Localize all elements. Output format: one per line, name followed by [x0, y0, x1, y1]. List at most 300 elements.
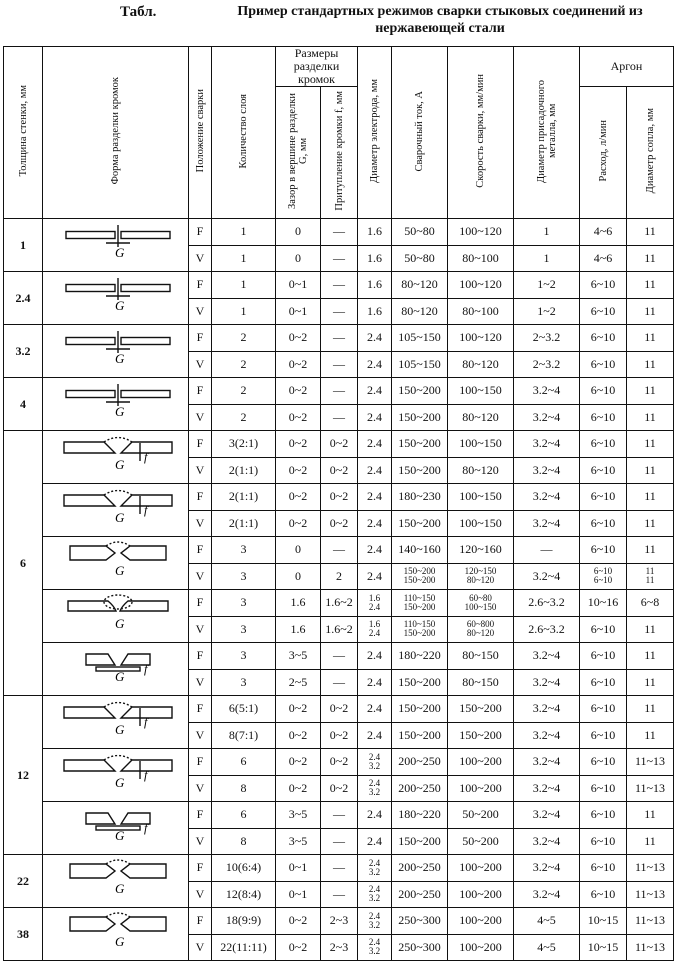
- cell-electrode: 2.4: [358, 696, 392, 723]
- cell-electrode: [358, 749, 392, 776]
- col-argon-group: Аргон: [580, 47, 674, 87]
- cell-current: 150~200: [392, 828, 448, 855]
- cell-position: F: [189, 643, 212, 670]
- cell-blunting: —: [321, 881, 358, 908]
- cell-shape: [43, 908, 189, 961]
- gap-label-G: G: [114, 933, 124, 949]
- cell-layers: 2: [212, 378, 276, 405]
- cell-layers: 8(7:1): [212, 722, 276, 749]
- joint-shape-icon: [46, 804, 186, 853]
- cell-flow: 6~10: [580, 272, 627, 299]
- cur-line: 150~200: [403, 628, 436, 639]
- cell-electrode: [358, 590, 392, 617]
- cell-current: 80~120: [392, 272, 448, 299]
- cell-electrode: [358, 881, 392, 908]
- cell-layers: 3: [212, 563, 276, 590]
- cell-filler: 3.2~4: [514, 378, 580, 405]
- cell-position: F: [189, 325, 212, 352]
- col-flow: Расход, л/мин: [580, 87, 627, 219]
- cell-blunting: 1.6~2: [321, 616, 358, 643]
- cell-position: V: [189, 510, 212, 537]
- cell-nozzle: 11~13: [627, 749, 674, 776]
- cell-layers: 18(9:9): [212, 908, 276, 935]
- cell-thickness: 4: [4, 378, 43, 431]
- cell-speed: 80~100: [448, 245, 514, 272]
- cell-electrode: [358, 855, 392, 882]
- cell-current: 150~200: [392, 431, 448, 458]
- cell-flow: 6~10: [580, 802, 627, 829]
- el-line: 3.2: [368, 946, 381, 957]
- cell-electrode: 2.4: [358, 643, 392, 670]
- cell-gap: 0~2: [276, 510, 321, 537]
- cell-nozzle: 11: [627, 272, 674, 299]
- cell-filler: 3.2~4: [514, 669, 580, 696]
- cell-layers: 2(1:1): [212, 510, 276, 537]
- cell-current: 200~250: [392, 855, 448, 882]
- cell-layers: 2: [212, 325, 276, 352]
- table-label: Табл.: [120, 4, 157, 20]
- col-groove-group: Размеры разделки кромок: [276, 47, 358, 87]
- cell-flow: 6~10: [580, 881, 627, 908]
- cell-electrode: 2.4: [358, 537, 392, 564]
- cell-current: [392, 616, 448, 643]
- cell-electrode: 2.4: [358, 669, 392, 696]
- cell-current: 150~200: [392, 457, 448, 484]
- cell-speed: 80~150: [448, 669, 514, 696]
- cell-position: V: [189, 616, 212, 643]
- cell-electrode: 2.4: [358, 457, 392, 484]
- col-filler: Диаметр присадочного металла, мм: [514, 47, 580, 219]
- cell-shape: [43, 484, 189, 537]
- gap-label-G: G: [114, 562, 124, 578]
- cell-gap: 0~2: [276, 404, 321, 431]
- cell-speed: 100~200: [448, 881, 514, 908]
- cell-electrode: 2.4: [358, 563, 392, 590]
- cell-gap: 0~1: [276, 272, 321, 299]
- joint-shape-icon: [46, 539, 186, 588]
- cell-thickness: 2.4: [4, 272, 43, 325]
- cell-flow: 4~6: [580, 219, 627, 246]
- gap-label-G: G: [114, 297, 124, 313]
- gap-label-G: G: [114, 721, 124, 737]
- gap-label-G: G: [114, 244, 124, 260]
- gap-label-G: G: [114, 350, 124, 366]
- table-row: [4, 696, 674, 723]
- cell-blunting: 0~2: [321, 484, 358, 511]
- col-shape: Форма разделки кромок: [43, 47, 189, 219]
- cell-gap: 0~2: [276, 378, 321, 405]
- cell-position: V: [189, 775, 212, 802]
- cell-gap: 0~1: [276, 298, 321, 325]
- cell-blunting: —: [321, 272, 358, 299]
- cur-line: 110~150: [403, 592, 436, 603]
- cell-blunting: —: [321, 643, 358, 670]
- cell-electrode: 2.4: [358, 378, 392, 405]
- cell-blunting: —: [321, 298, 358, 325]
- cell-flow: 6~10: [580, 325, 627, 352]
- joint-shape-icon: [46, 380, 186, 429]
- cell-current: 200~250: [392, 881, 448, 908]
- cell-blunting: —: [321, 351, 358, 378]
- cell-gap: 0~2: [276, 722, 321, 749]
- cell-nozzle: 11: [627, 828, 674, 855]
- col-current: Сварочный ток, А: [392, 47, 448, 219]
- cell-current: 105~150: [392, 325, 448, 352]
- cell-nozzle: 11~13: [627, 908, 674, 935]
- cell-blunting: —: [321, 802, 358, 829]
- cell-speed: [448, 590, 514, 617]
- cell-speed: 100~150: [448, 378, 514, 405]
- cell-layers: 2: [212, 351, 276, 378]
- cell-layers: 2(1:1): [212, 484, 276, 511]
- cell-filler: 3.2~4: [514, 563, 580, 590]
- cell-current: 250~300: [392, 934, 448, 961]
- cell-flow: 6~10: [580, 431, 627, 458]
- cell-current: 150~200: [392, 696, 448, 723]
- col-position: Положение сварки: [189, 47, 212, 219]
- cell-flow: 6~10: [580, 669, 627, 696]
- gap-label-G: G: [114, 615, 124, 631]
- cell-nozzle: 11~13: [627, 775, 674, 802]
- cell-nozzle: 11: [627, 669, 674, 696]
- cell-shape: [43, 325, 189, 378]
- cell-filler: 3.2~4: [514, 510, 580, 537]
- joint-shape-icon: [46, 910, 186, 959]
- cell-blunting: 1.6~2: [321, 590, 358, 617]
- cell-nozzle: 6~8: [627, 590, 674, 617]
- cell-filler: 3.2~4: [514, 484, 580, 511]
- cell-blunting: 0~2: [321, 775, 358, 802]
- cell-flow: 6~10: [580, 696, 627, 723]
- joint-shape-icon: [46, 433, 186, 482]
- el-line: 2.4: [368, 601, 381, 612]
- cell-position: F: [189, 908, 212, 935]
- cell-speed: 100~150: [448, 484, 514, 511]
- cell-gap: 0~2: [276, 696, 321, 723]
- joint-shape-icon: [46, 698, 186, 747]
- table-row: [4, 219, 674, 246]
- cell-speed: 100~120: [448, 272, 514, 299]
- cell-nozzle: 11: [627, 219, 674, 246]
- cell-gap: 0~2: [276, 351, 321, 378]
- cell-electrode: 1.6: [358, 219, 392, 246]
- cell-position: V: [189, 298, 212, 325]
- cell-nozzle: [627, 563, 674, 590]
- table-row: [4, 325, 674, 352]
- cell-thickness: 12: [4, 696, 43, 855]
- cell-gap: 3~5: [276, 828, 321, 855]
- cell-filler: 3.2~4: [514, 643, 580, 670]
- cell-electrode: [358, 934, 392, 961]
- cell-nozzle: 11: [627, 457, 674, 484]
- cell-layers: 6: [212, 802, 276, 829]
- cell-blunting: 2~3: [321, 934, 358, 961]
- cell-blunting: —: [321, 828, 358, 855]
- cell-flow: 6~10: [580, 351, 627, 378]
- cell-speed: 100~200: [448, 934, 514, 961]
- cell-current: 200~250: [392, 749, 448, 776]
- cell-thickness: 1: [4, 219, 43, 272]
- cell-position: F: [189, 590, 212, 617]
- cell-layers: 22(11:11): [212, 934, 276, 961]
- cell-blunting: 2~3: [321, 908, 358, 935]
- cell-layers: 2: [212, 404, 276, 431]
- el-line: 2.4: [368, 937, 381, 948]
- welding-modes-table: [3, 46, 674, 961]
- cell-flow: 6~10: [580, 404, 627, 431]
- cell-blunting: —: [321, 325, 358, 352]
- cell-flow: 6~10: [580, 484, 627, 511]
- cell-filler: 1~2: [514, 272, 580, 299]
- cell-shape: [43, 431, 189, 484]
- cell-nozzle: 11~13: [627, 934, 674, 961]
- gap-label-G: G: [114, 880, 124, 896]
- cell-current: 180~230: [392, 484, 448, 511]
- cur-line: 110~150: [403, 619, 436, 630]
- cell-blunting: —: [321, 855, 358, 882]
- cell-layers: 3: [212, 669, 276, 696]
- cell-flow: 6~10: [580, 749, 627, 776]
- noz-line: 11: [645, 566, 655, 577]
- cur-line: 150~200: [403, 566, 436, 577]
- cell-filler: 3.2~4: [514, 722, 580, 749]
- cell-filler: 3.2~4: [514, 775, 580, 802]
- cell-blunting: —: [321, 537, 358, 564]
- cell-speed: 120~160: [448, 537, 514, 564]
- joint-shape-icon: [46, 221, 186, 270]
- cell-position: V: [189, 828, 212, 855]
- spd-line: 80~120: [466, 575, 495, 586]
- cell-filler: 2~3.2: [514, 351, 580, 378]
- cell-filler: 4~5: [514, 908, 580, 935]
- table-row: [4, 431, 674, 458]
- cell-electrode: [358, 908, 392, 935]
- table-row: [4, 484, 674, 511]
- blunting-label-f: f: [143, 714, 147, 729]
- cell-flow: 6~10: [580, 457, 627, 484]
- cell-flow: 6~10: [580, 378, 627, 405]
- cell-layers: 3: [212, 590, 276, 617]
- cell-gap: 0: [276, 563, 321, 590]
- cell-position: F: [189, 696, 212, 723]
- cell-layers: 1: [212, 219, 276, 246]
- cell-speed: 80~120: [448, 457, 514, 484]
- blunting-label-f: f: [143, 820, 147, 835]
- cell-shape: [43, 590, 189, 643]
- cell-layers: 1: [212, 298, 276, 325]
- cell-nozzle: 11: [627, 431, 674, 458]
- cell-speed: 100~120: [448, 219, 514, 246]
- cell-speed: 80~100: [448, 298, 514, 325]
- cell-nozzle: 11~13: [627, 881, 674, 908]
- joint-shape-icon: [46, 857, 186, 906]
- cell-position: V: [189, 457, 212, 484]
- col-gap: Зазор в вершине разделки G, мм: [276, 87, 321, 219]
- cell-filler: 1: [514, 219, 580, 246]
- cell-current: 150~200: [392, 722, 448, 749]
- blunting-label-f: f: [143, 661, 147, 676]
- el-line: 2.4: [368, 910, 381, 921]
- gap-label-G: G: [114, 827, 124, 843]
- cell-blunting: 2: [321, 563, 358, 590]
- cell-filler: 3.2~4: [514, 696, 580, 723]
- cell-filler: 1: [514, 245, 580, 272]
- cell-position: F: [189, 855, 212, 882]
- cell-nozzle: 11: [627, 298, 674, 325]
- cell-blunting: —: [321, 245, 358, 272]
- cell-filler: 3.2~4: [514, 404, 580, 431]
- cell-filler: 1~2: [514, 298, 580, 325]
- cell-current: [392, 590, 448, 617]
- cell-shape: [43, 272, 189, 325]
- cell-blunting: —: [321, 378, 358, 405]
- cell-current: 150~200: [392, 404, 448, 431]
- flow-line: 6~10: [593, 566, 613, 577]
- cell-filler: 3.2~4: [514, 802, 580, 829]
- el-line: 2.4: [368, 751, 381, 762]
- cell-gap: 0~2: [276, 325, 321, 352]
- cell-speed: 50~200: [448, 802, 514, 829]
- cell-layers: 3: [212, 537, 276, 564]
- cell-flow: 10~15: [580, 934, 627, 961]
- cell-nozzle: 11~13: [627, 855, 674, 882]
- cell-layers: 6(5:1): [212, 696, 276, 723]
- table-row: [4, 272, 674, 299]
- cell-position: V: [189, 669, 212, 696]
- cell-electrode: 2.4: [358, 722, 392, 749]
- joint-shape-icon: [46, 486, 186, 535]
- cell-layers: 3: [212, 643, 276, 670]
- cell-gap: 0~2: [276, 457, 321, 484]
- el-line: 2.4: [368, 857, 381, 868]
- spd-line: 80~120: [466, 628, 495, 639]
- joint-shape-icon: [46, 327, 186, 376]
- cell-gap: 0~1: [276, 855, 321, 882]
- cell-layers: 10(6:4): [212, 855, 276, 882]
- cell-flow: 6~10: [580, 775, 627, 802]
- cell-gap: 0~2: [276, 908, 321, 935]
- table-row: [4, 590, 674, 617]
- el-line: 1.6: [368, 619, 381, 630]
- spd-line: 120~150: [464, 566, 497, 577]
- cell-position: F: [189, 802, 212, 829]
- table-row: [4, 908, 674, 935]
- cur-line: 150~200: [403, 575, 436, 586]
- cell-position: F: [189, 749, 212, 776]
- cell-thickness: 22: [4, 855, 43, 908]
- cell-current: 200~250: [392, 775, 448, 802]
- cell-position: F: [189, 537, 212, 564]
- cell-electrode: 2.4: [358, 351, 392, 378]
- cell-shape: [43, 537, 189, 590]
- cell-speed: 80~120: [448, 404, 514, 431]
- cell-blunting: 0~2: [321, 431, 358, 458]
- cell-speed: [448, 563, 514, 590]
- cell-speed: 80~150: [448, 643, 514, 670]
- cell-thickness: 38: [4, 908, 43, 961]
- gap-label-G: G: [114, 403, 124, 419]
- col-layers: Количество слоя: [212, 47, 276, 219]
- cur-line: 150~200: [403, 601, 436, 612]
- cell-current: 180~220: [392, 802, 448, 829]
- cell-electrode: 1.6: [358, 245, 392, 272]
- cell-current: [392, 563, 448, 590]
- cell-gap: 0: [276, 245, 321, 272]
- cell-gap: 1.6: [276, 590, 321, 617]
- cell-gap: 0~2: [276, 934, 321, 961]
- cell-filler: 3.2~4: [514, 828, 580, 855]
- cell-nozzle: 11: [627, 802, 674, 829]
- cell-layers: 8: [212, 775, 276, 802]
- cell-position: F: [189, 378, 212, 405]
- cell-speed: 150~200: [448, 722, 514, 749]
- spd-line: 60~80: [469, 592, 492, 603]
- table-row: [4, 855, 674, 882]
- cell-position: V: [189, 934, 212, 961]
- cell-flow: 4~6: [580, 245, 627, 272]
- spd-line: 60~800: [466, 619, 495, 630]
- cell-speed: 100~200: [448, 749, 514, 776]
- cell-current: 250~300: [392, 908, 448, 935]
- cell-electrode: 2.4: [358, 404, 392, 431]
- cell-gap: 0~2: [276, 749, 321, 776]
- cell-position: V: [189, 245, 212, 272]
- cell-position: V: [189, 563, 212, 590]
- col-electrode: Диаметр электрода, мм: [358, 47, 392, 219]
- cell-layers: 6: [212, 749, 276, 776]
- cell-filler: 2~3.2: [514, 325, 580, 352]
- cell-shape: [43, 378, 189, 431]
- cell-position: V: [189, 404, 212, 431]
- table-row: [4, 643, 674, 670]
- cell-gap: 3~5: [276, 802, 321, 829]
- blunting-label-f: f: [143, 502, 147, 517]
- el-line: 1.6: [368, 592, 381, 603]
- cell-nozzle: 11: [627, 510, 674, 537]
- cell-nozzle: 11: [627, 484, 674, 511]
- cell-layers: 3: [212, 616, 276, 643]
- cell-filler: 3.2~4: [514, 855, 580, 882]
- spd-line: 100~150: [464, 601, 497, 612]
- cell-flow: 6~10: [580, 828, 627, 855]
- cell-electrode: 2.4: [358, 325, 392, 352]
- cell-layers: 8: [212, 828, 276, 855]
- joint-shape-icon: [46, 592, 186, 641]
- cell-shape: [43, 696, 189, 749]
- cell-flow: 6~10: [580, 643, 627, 670]
- col-thickness: Толщина стенки, мм: [4, 47, 43, 219]
- col-nozzle: Диаметр сопла, мм: [627, 87, 674, 219]
- blunting-label-f: f: [143, 767, 147, 782]
- cell-gap: 0~2: [276, 775, 321, 802]
- cell-current: 150~200: [392, 669, 448, 696]
- cell-electrode: 2.4: [358, 431, 392, 458]
- cell-blunting: 0~2: [321, 749, 358, 776]
- cell-blunting: —: [321, 404, 358, 431]
- el-line: 3.2: [368, 919, 381, 930]
- cell-flow: 6~10: [580, 855, 627, 882]
- cell-nozzle: 11: [627, 537, 674, 564]
- cell-speed: 100~200: [448, 908, 514, 935]
- cell-thickness: 6: [4, 431, 43, 696]
- cell-current: 180~220: [392, 643, 448, 670]
- cell-current: 150~200: [392, 378, 448, 405]
- cell-current: 105~150: [392, 351, 448, 378]
- el-line: 3.2: [368, 760, 381, 771]
- cell-position: F: [189, 484, 212, 511]
- cell-layers: 1: [212, 272, 276, 299]
- el-line: 2.4: [368, 628, 381, 639]
